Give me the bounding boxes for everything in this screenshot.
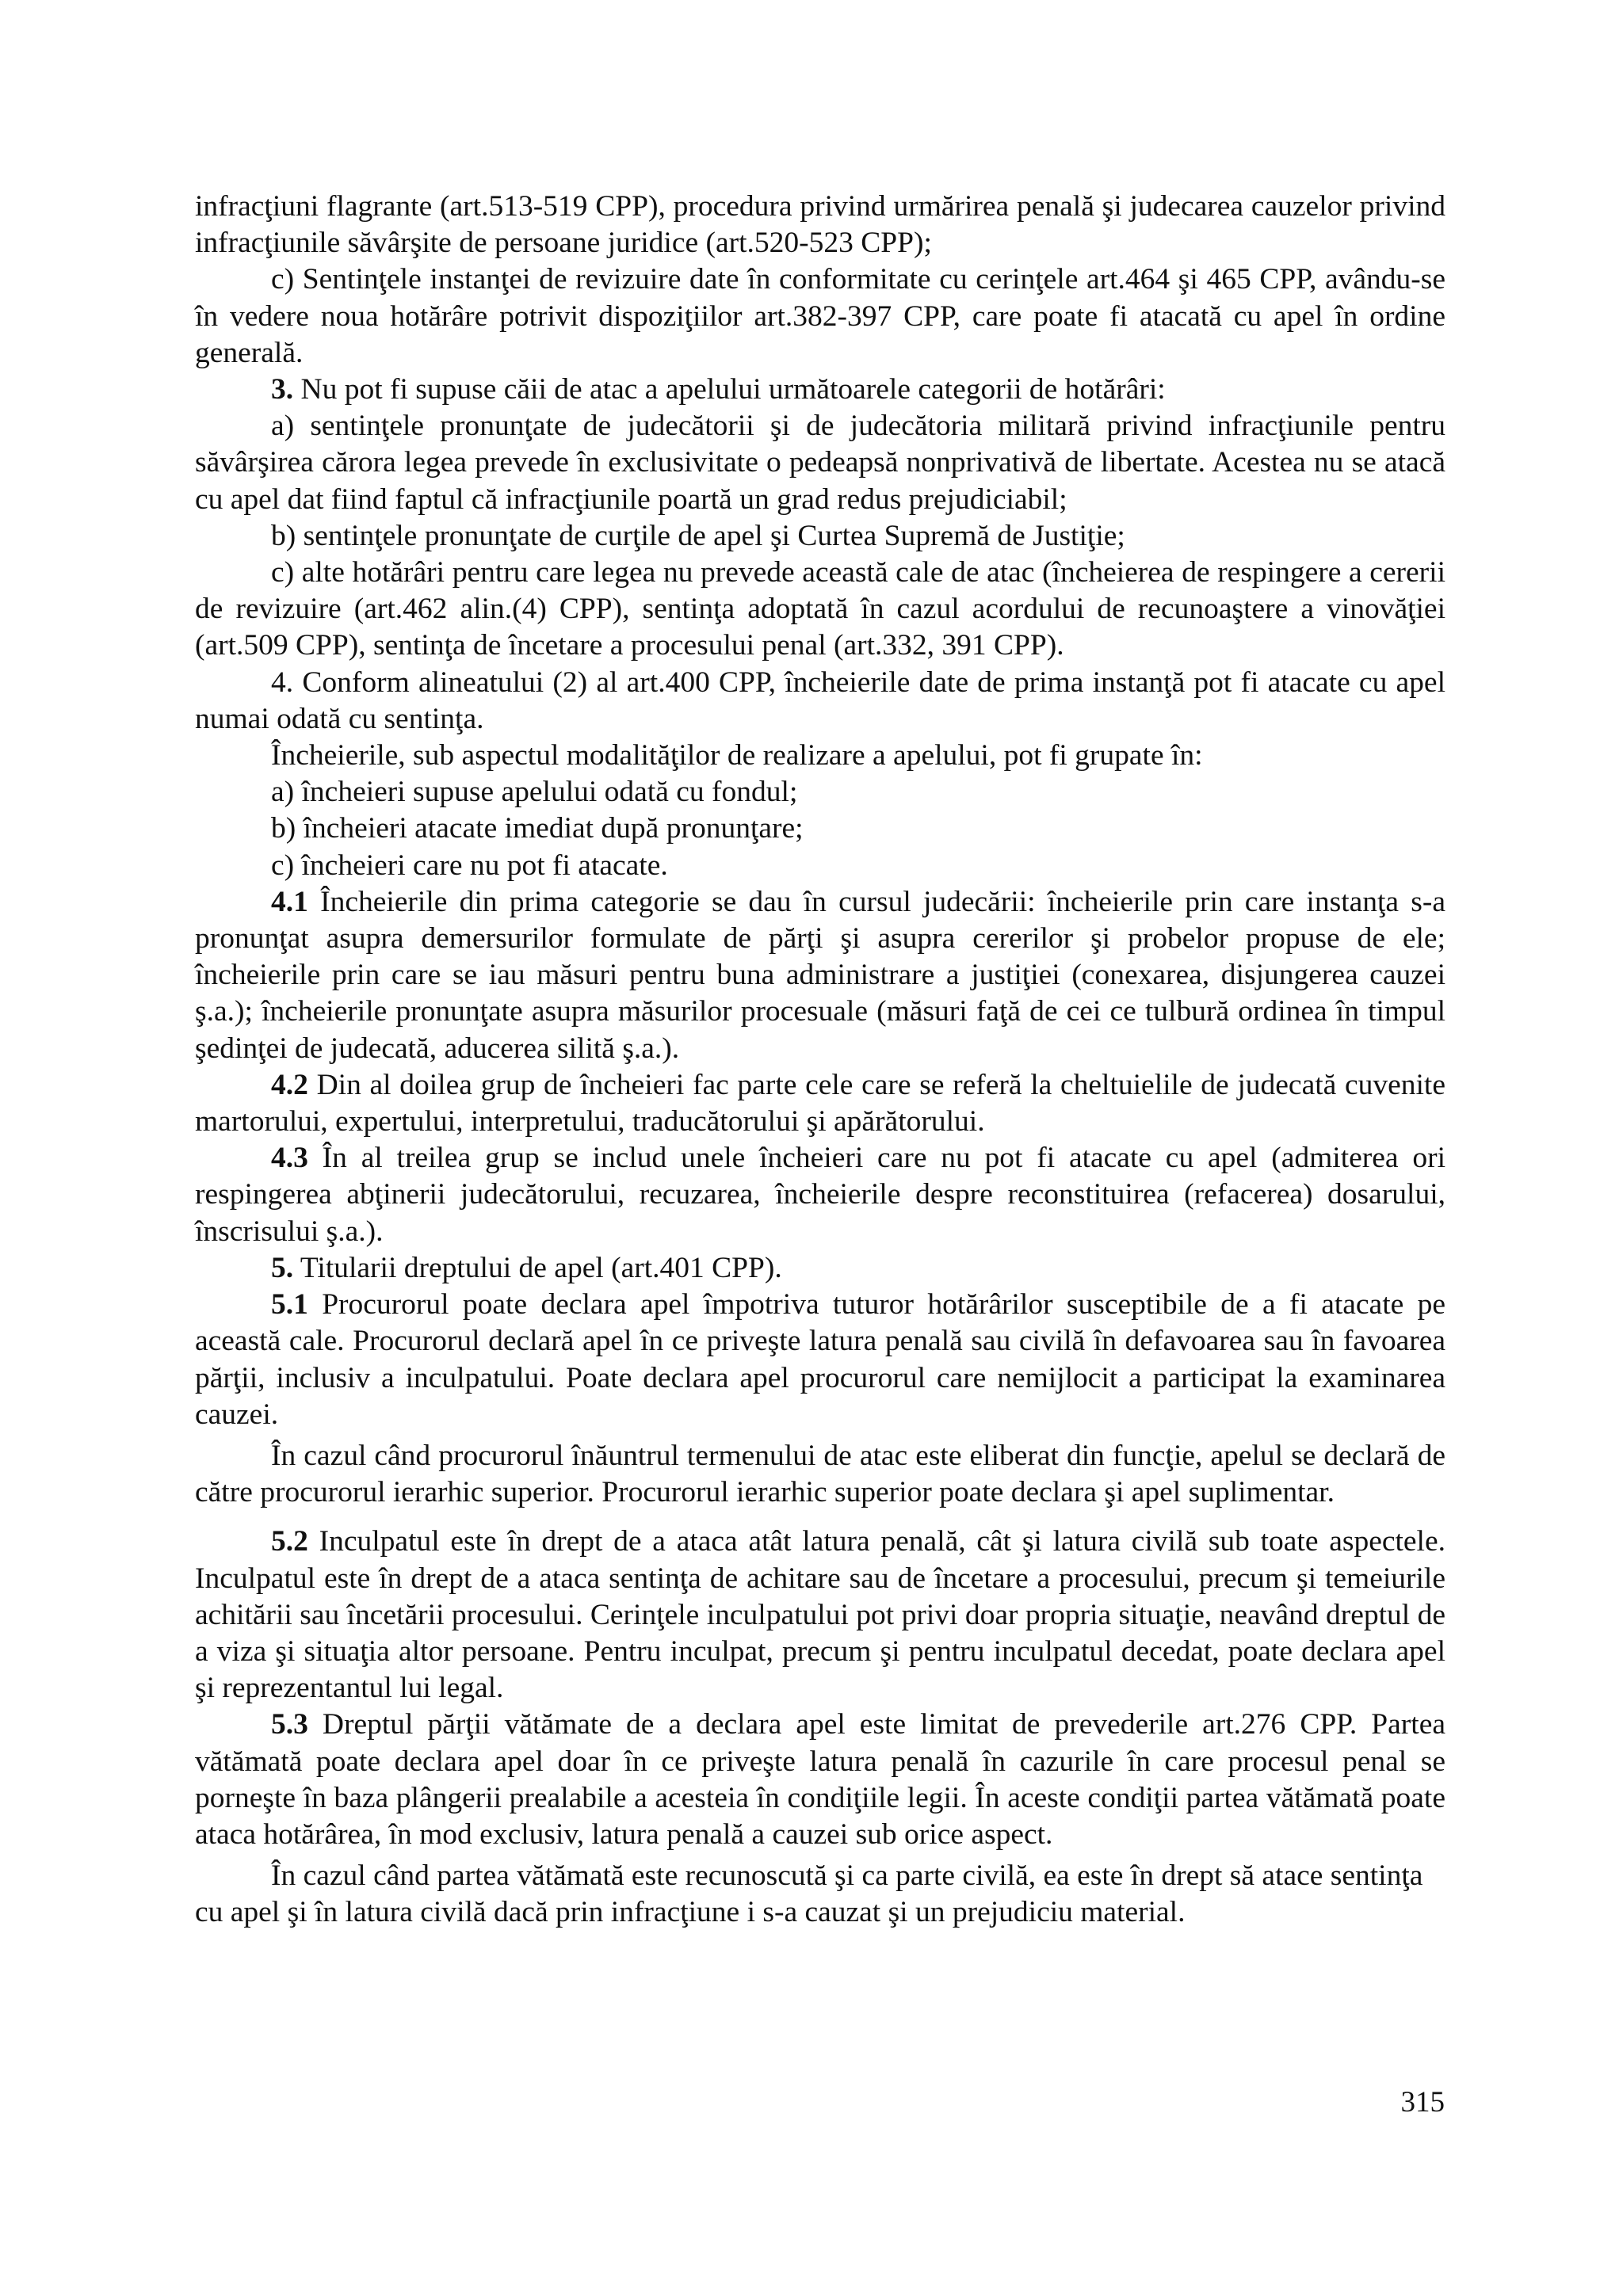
document-body xyxy=(195,189,1445,1932)
paragraph: b) sentinţele pronunţate de curţile de apel şi Curtea Supremă de Justiţie; xyxy=(271,519,1125,552)
paragraph: a) sentinţele pronunţate de judecătorii şi de judecătoria militară privind infracţiunile pentru săvârşirea cărora legea prevede în exclusivitate o pedeapsă nonprivativă de libertate. Acestea nu se atacă cu apel dat fiind faptul că infracţiunile poartă un grad redus prejudiciabil; xyxy=(195,410,1445,516)
paragraph-number: 3. xyxy=(271,373,294,406)
paragraph-number: 4.2 xyxy=(271,1068,308,1101)
paragraph: În cazul când partea vătămată este recunoscută şi ca parte civilă, ea este în drept să atace sentinţa cu apel şi în latura civilă dacă prin infracţiune i s-a cauzat şi un prejudiciu material. xyxy=(195,1859,1423,1929)
paragraph: 5.1 Procurorul poate declara apel împotriva tuturor hotărârilor susceptibile de a fi atacate pe această cale. Procurorul declară apel în ce priveşte latura penală sau civilă în defavoarea sau în favoarea părţii, inclusiv a inculpatului. Poate declara apel procurorul care nemijlocit a participat la examinarea cauzei. xyxy=(195,1288,1445,1431)
paragraph: c) Sentinţele instanţei de revizuire date în conformitate cu cerinţele art.464 şi 465 CPP, avându-se în vedere noua hotărâre potrivit dispoziţiilor art.382-397 CPP, care poate fi atacată cu apel în ordine generală. xyxy=(195,263,1445,369)
paragraph-number: 5.2 xyxy=(271,1525,308,1558)
paragraph: 4.3 În al treilea grup se includ unele încheieri care nu pot fi atacate cu apel (admiterea ori respingerea abţinerii judecătorului, recuzarea, încheierile despre reconstituirea (refacerea) dosarului, înscrisului ş.a.). xyxy=(195,1142,1445,1248)
paragraph: b) încheieri atacate imediat după pronunţare; xyxy=(271,812,804,845)
paragraph-number: 4.3 xyxy=(271,1142,308,1175)
paragraph: În cazul când procurorul înăuntrul termenului de atac este eliberat din funcţie, apelul se declară de către procurorul ierarhic superior. Procurorul ierarhic superior poate declara şi apel suplimentar. xyxy=(195,1439,1445,1509)
paragraph: 3. Nu pot fi supuse căii de atac a apelului următoarele categorii de hotărâri: xyxy=(271,373,1166,406)
paragraph: a) încheieri supuse apelului odată cu fondul; xyxy=(271,776,798,809)
paragraph: c) încheieri care nu pot fi atacate. xyxy=(271,849,668,882)
paragraph-number: 5.1 xyxy=(271,1288,308,1322)
paragraph: 4. Conform alineatului (2) al art.400 CPP, încheierile date de prima instanţă pot fi atacate cu apel numai odată cu sentinţa. xyxy=(195,666,1445,735)
paragraph: 5. Titularii dreptului de apel (art.401 CPP). xyxy=(271,1251,782,1284)
paragraph-number: 5.3 xyxy=(271,1708,308,1741)
paragraph: 5.3 Dreptul părţii vătămate de a declara apel este limitat de prevederile art.276 CPP. Partea vătămată poate declara apel doar în ce priveşte latura penală în cazurile în care procesul penal se porneşte în baza plângerii prealabile a acesteia în condiţiile legii. În aceste condiţii partea vătămată poate ataca hotărârea, în mod exclusiv, latura penală a cauzei sub orice aspect. xyxy=(195,1708,1445,1851)
paragraph-number: 4.1 xyxy=(271,885,308,918)
paragraph: 4.1 Încheierile din prima categorie se dau în cursul judecării: încheierile prin care instanţa s-a pronunţat asupra demersurilor formulate de părţi şi asupra cererilor şi probelor propuse de ele; încheierile prin care se iau măsuri pentru buna administrare a justiţiei (conexarea, disjungerea cauzei ş.a.); încheierile pronunţate asupra măsurilor procesuale (măsuri faţă de cei ce tulbură ordinea în timpul şedinţei de judecată, aducerea silită ş.a.). xyxy=(195,885,1445,1065)
page-number: 315 xyxy=(1400,2086,1445,2119)
paragraph-number: 5. xyxy=(271,1251,294,1284)
paragraph: c) alte hotărâri pentru care legea nu prevede această cale de atac (încheierea de respingere a cererii de revizuire (art.462 alin.(4) CPP), sentinţa adoptată în cazul acordului de recunoaştere a vinovăţiei (art.509 CPP), sentinţa de încetare a procesului penal (art.332, 391 CPP). xyxy=(195,556,1445,662)
paragraph: infracţiuni flagrante (art.513-519 CPP), procedura privind urmărirea penală şi judecarea cauzelor privind infracţiunile săvârşite de persoane juridice (art.520-523 CPP); xyxy=(195,190,1445,260)
paragraph: Încheierile, sub aspectul modalităţilor de realizare a apelului, pot fi grupate în: xyxy=(271,739,1203,772)
paragraph: 5.2 Inculpatul este în drept de a ataca atât latura penală, cât şi latura civilă sub toate aspectele. Inculpatul este în drept de a ataca sentinţa de achitare sau de încetare a procesului, precum şi temeiurile achitării sau încetării procesului. Cerinţele inculpatului pot privi doar propria situaţie, neavând dreptul de a viza şi situaţia altor persoane. Pentru inculpat, precum şi pentru inculpatul decedat, poate declara apel şi reprezentantul lui legal. xyxy=(195,1525,1445,1705)
paragraph: 4.2 Din al doilea grup de încheieri fac parte cele care se referă la cheltuielile de judecată cuvenite martorului, expertului, interpretului, traducătorului şi apărătorului. xyxy=(195,1068,1445,1138)
